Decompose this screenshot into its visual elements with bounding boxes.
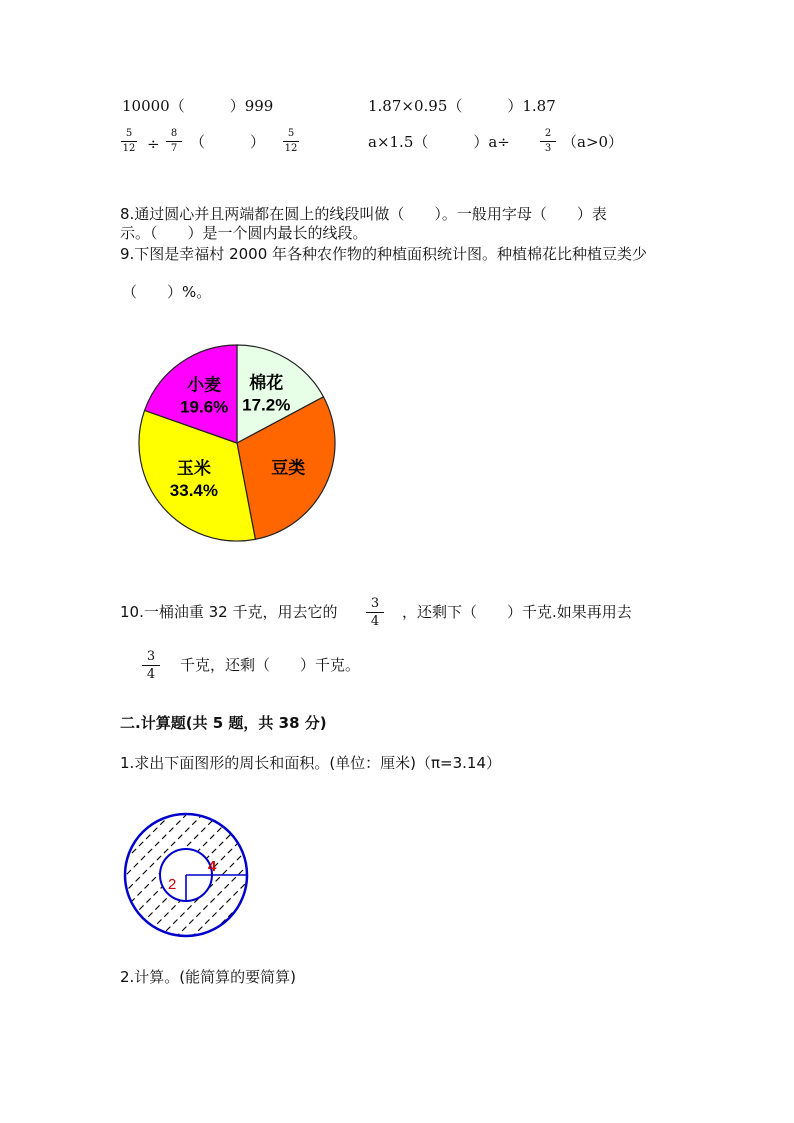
divide-sign: ÷	[147, 135, 160, 153]
fraction-8-7	[164, 128, 184, 155]
outer-radius-label: 4	[208, 858, 217, 875]
pie-label-1: 豆类	[271, 458, 306, 478]
compare-row2-right-prefix: a×1.5（ ）a÷	[368, 133, 510, 151]
fraction-2-3	[538, 128, 558, 155]
fraction-5-12-b	[281, 128, 301, 155]
q8-line1: 8.通过圆心并且两端都在圆上的线段叫做（ ）。一般用字母（ ）表	[120, 205, 607, 223]
hatch-line	[116, 805, 164, 945]
pie-value-label-2: 33.4%	[169, 481, 218, 501]
fraction-numerator: 3	[146, 649, 156, 664]
fraction-numerator: 8	[170, 128, 178, 139]
q9-line2: （ ）%。	[122, 283, 212, 301]
fraction-numerator: 5	[125, 128, 133, 139]
fraction-denominator: 4	[370, 614, 380, 629]
fraction-numerator: 3	[370, 596, 380, 611]
q8-line2: 示。（ ）是一个圆内最长的线段。	[120, 224, 368, 242]
hatch-line	[248, 805, 256, 945]
q10-fraction-1	[364, 596, 386, 629]
q9-line1: 9.下图是幸福村 2000 年各种农作物的种植面积统计图。种植棉花比种植豆类少	[120, 245, 648, 263]
section2-q1: 1.求出下面图形的周长和面积。(单位：厘米)（π=3.14）	[120, 754, 502, 772]
fraction-numerator: 5	[287, 128, 295, 139]
fraction-denominator: 4	[146, 667, 156, 682]
crop-area-pie-chart	[127, 333, 347, 553]
compare-row1-left: 10000（ ）999	[122, 97, 274, 115]
compare-row2-right-suffix: （a>0）	[562, 133, 624, 151]
fraction-5-12-a	[119, 128, 139, 155]
pie-label-0: 棉花	[249, 373, 284, 393]
hatch-line	[116, 805, 148, 945]
section2-q2: 2.计算。(能简算的要简算)	[120, 968, 297, 986]
q10-text-b: ，还剩下（ ）千克.如果再用去	[402, 603, 632, 621]
section2-heading: 二.计算题(共 5 题，共 38 分)	[120, 714, 327, 732]
inner-radius-label: 2	[168, 876, 177, 893]
pie-value-label-0: 17.2%	[242, 395, 291, 415]
q10-text-a: 10.一桶油重 32 千克，用去它的	[120, 603, 338, 621]
fraction-numerator: 2	[544, 128, 552, 139]
fraction-denominator: 12	[122, 143, 136, 154]
q10-text-c: 千克，还剩（ ）千克。	[180, 656, 361, 674]
hatch-line	[116, 805, 196, 945]
compare-row1-right: 1.87×0.95（ ）1.87	[368, 97, 556, 115]
pie-label-3: 小麦	[187, 375, 222, 395]
fraction-denominator: 3	[544, 143, 552, 154]
fraction-denominator: 7	[170, 143, 178, 154]
annulus-figure	[116, 805, 256, 945]
compare-blank: （ ）	[190, 133, 266, 151]
pie-value-label-3: 19.6%	[180, 397, 229, 417]
q10-fraction-2	[140, 649, 162, 682]
pie-label-2: 玉米	[176, 459, 211, 479]
fraction-denominator: 12	[284, 143, 298, 154]
